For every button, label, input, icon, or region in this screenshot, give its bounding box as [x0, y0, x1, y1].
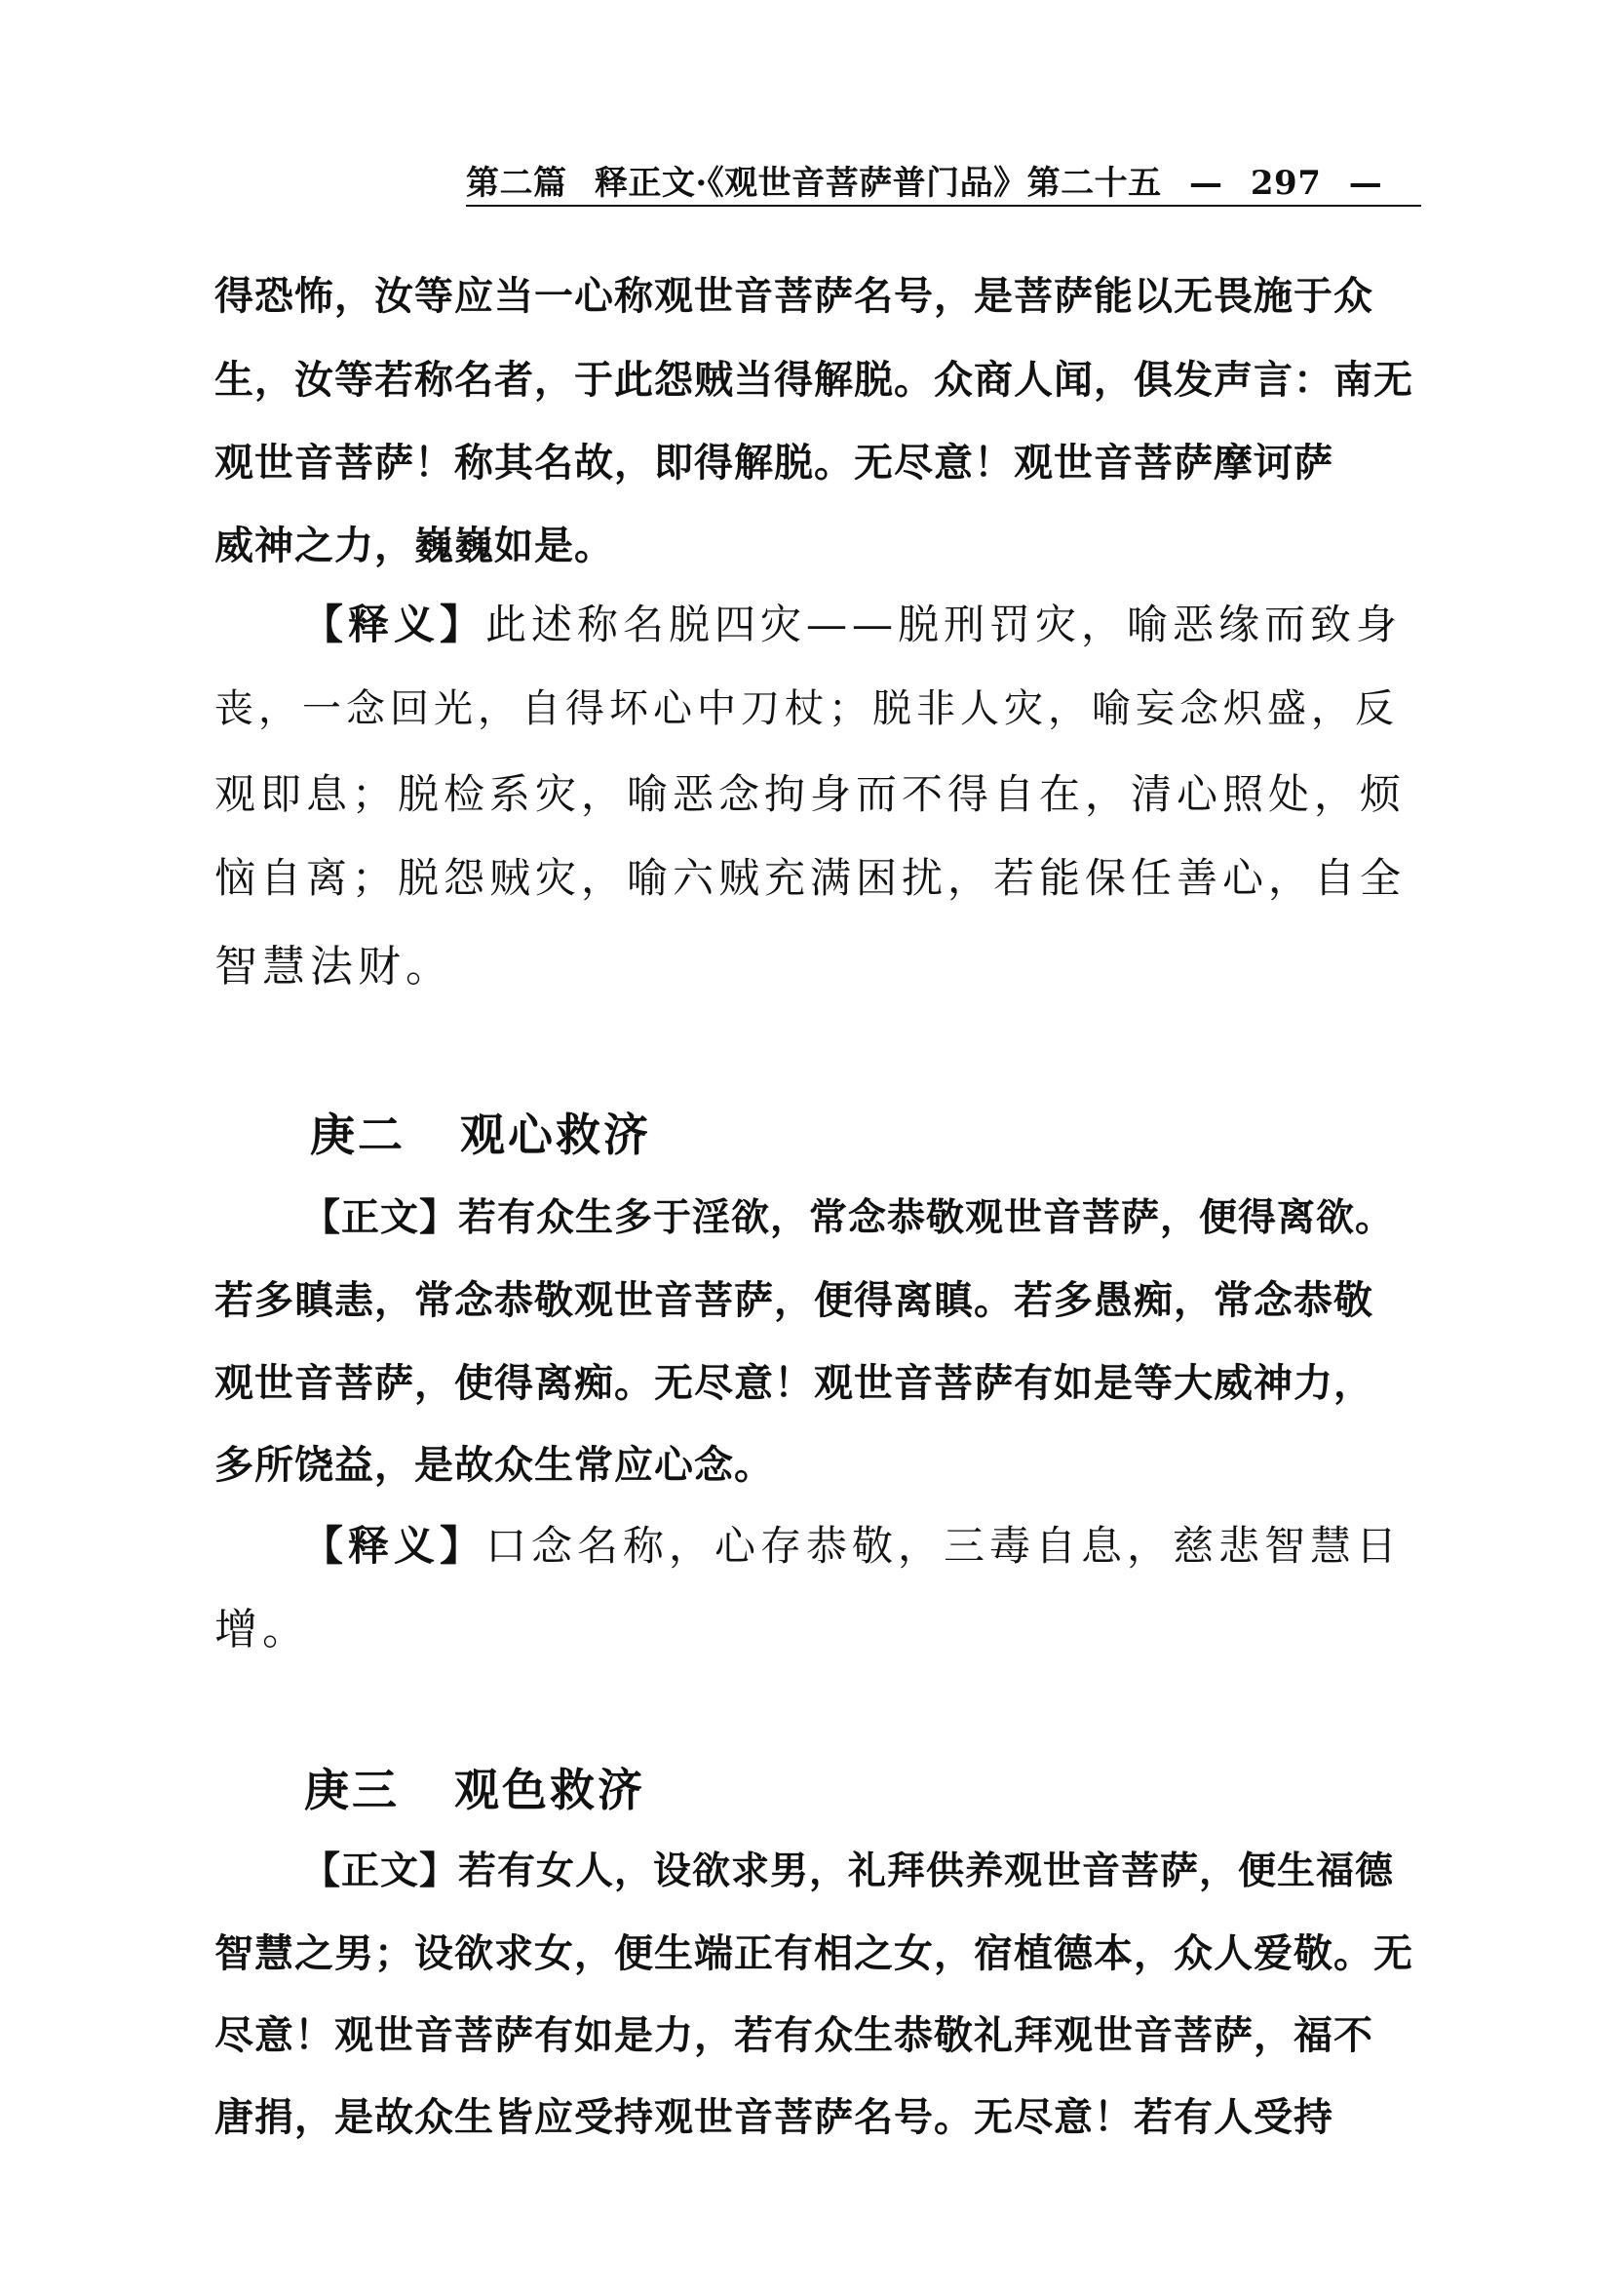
section-heading: [310, 1100, 651, 1164]
scripture-line: 唐捐，是故众生皆应受持观世音菩萨名号。无尽意！若有人受持: [214, 2095, 1333, 2140]
running-header: [466, 156, 1421, 207]
section-title: 观心救济: [460, 1109, 651, 1161]
text-line: 威神之力，巍巍如是。: [214, 524, 614, 568]
section-heading: [304, 1755, 645, 1819]
scripture-text: 若有女人，设欲求男，礼拜供养观世音菩萨，便生福德: [458, 1849, 1395, 1893]
commentary-line: 丧，一念回光，自得坏心中刀杖；脱非人灾，喻妄念炽盛，反: [214, 686, 1399, 731]
commentary-line: 观即息；脱检系灾，喻恶念拘身而不得自在，清心照处，烦: [214, 770, 1407, 818]
scripture-label: 【正文】: [302, 1195, 459, 1240]
scripture-line: 智慧之男；设欲求女，便生端正有相之女，宿植德本，众人爱敬。无: [214, 1931, 1413, 1976]
text-line: 得恐怖，汝等应当一心称观世音菩萨名号，是菩萨能以无畏施于众: [214, 274, 1373, 319]
page-number: 297: [1250, 164, 1322, 203]
scripture-line: 尽意！观世音菩萨有如是力，若有众生恭敬礼拜观世音菩萨，福不: [214, 2013, 1373, 2058]
commentary-line: 智慧法财。: [214, 942, 453, 992]
commentary-label: 【释义】: [302, 601, 486, 648]
commentary-text: 口念名称，心存恭敬，三毒自息，慈悲智慧日: [485, 1522, 1403, 1570]
section-number: 庚二: [310, 1109, 406, 1161]
scripture-line: 若多瞋恚，常念恭敬观世音菩萨，便得离瞋。若多愚痴，常念恭敬: [214, 1278, 1373, 1323]
section-title: 观色救济: [454, 1764, 645, 1816]
section-number: 庚三: [304, 1764, 400, 1816]
commentary-label: 【释义】: [302, 1522, 486, 1570]
text-line: 观世音菩萨！称其名故，即得解脱。无尽意！观世音菩萨摩诃萨: [214, 441, 1333, 486]
header-dash-left: —: [1189, 164, 1223, 203]
commentary-line: 恼自离；脱怨贼灾，喻六贼充满困扰，若能保任善心，自全: [214, 854, 1407, 902]
header-chapter: 第二篇: [466, 164, 567, 203]
header-section: 释正文·《观世音菩萨普门品》第二十五: [594, 164, 1162, 203]
commentary-line: 增。: [214, 1605, 310, 1654]
scripture-line: [302, 1187, 1394, 1242]
commentary-text: 此述称名脱四灾——脱刑罚灾，喻恶缘而致身: [485, 601, 1403, 648]
scripture-text: 若有众生多于淫欲，常念恭敬观世音菩萨，便得离欲。: [458, 1196, 1395, 1240]
text-line: 生，汝等若称名者，于此怨贼当得解脱。众商人闻，俱发声言：南无: [214, 358, 1413, 403]
scripture-label: 【正文】: [302, 1848, 459, 1893]
scripture-line: 观世音菩萨，使得离痴。无尽意！观世音菩萨有如是等大威神力，: [214, 1361, 1373, 1406]
scripture-line: 多所饶益，是故众生常应心念。: [214, 1443, 774, 1488]
commentary-line: [302, 1514, 1402, 1573]
header-text: [466, 156, 1382, 204]
scripture-line: [302, 1841, 1394, 1895]
commentary-line: [302, 593, 1402, 651]
header-rule: [466, 205, 1421, 207]
header-dash-right: —: [1348, 164, 1383, 203]
